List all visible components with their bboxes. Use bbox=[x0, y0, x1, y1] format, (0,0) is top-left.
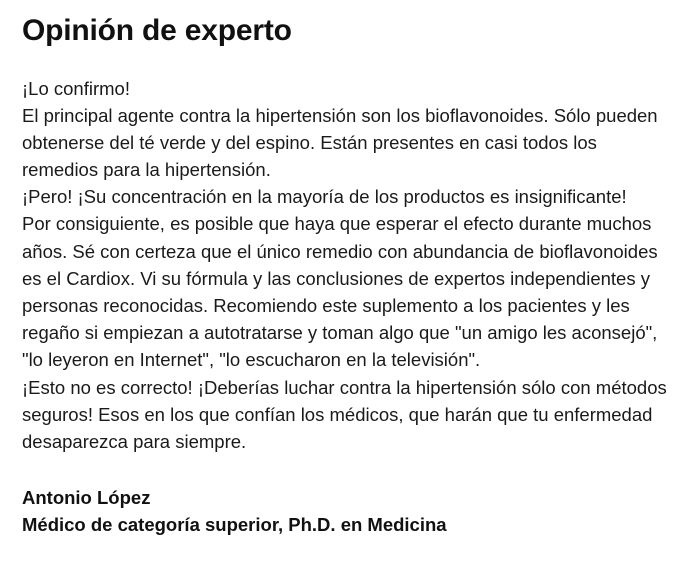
page-title: Opinión de experto bbox=[22, 14, 292, 47]
article-paragraph: ¡Pero! ¡Su concentración en la mayoría de los productos es insignificante! bbox=[22, 186, 627, 208]
article-paragraph: El principal agente contra la hipertensión son los bioflavonoides. Sólo pueden obtenerse del té verde y del espino. Están presentes en casi todos los remedios para la hipertensión. bbox=[22, 104, 658, 181]
author-credentials: Médico de categoría superior, Ph.D. en Medicina bbox=[22, 513, 447, 535]
author-name: Antonio López bbox=[22, 487, 151, 509]
article-paragraph: Por consiguiente, es posible que haya que esperar el efecto durante muchos años. Sé con certeza que el único remedio con abundancia de bioflavonoides es el Cardiox. Vi su fórmula y las conclusiones de expertos independientes y personas reconocidas. Recomiendo este suplemento a los pacientes y les regaño si empiezan a autotratarse y toman algo que "un amigo les aconsejó", "lo leyeron en Internet", "lo escucharon en la televisión". bbox=[22, 213, 658, 371]
article-paragraph: ¡Lo confirmo! bbox=[22, 77, 130, 99]
author-signature bbox=[22, 485, 678, 539]
article-paragraph: ¡Esto no es correcto! ¡Deberías luchar contra la hipertensión sólo con métodos seguros! Esos en los que confían los médicos, que harán que tu enfermedad desaparezca para siempre. bbox=[22, 376, 667, 452]
article-body bbox=[22, 75, 678, 456]
